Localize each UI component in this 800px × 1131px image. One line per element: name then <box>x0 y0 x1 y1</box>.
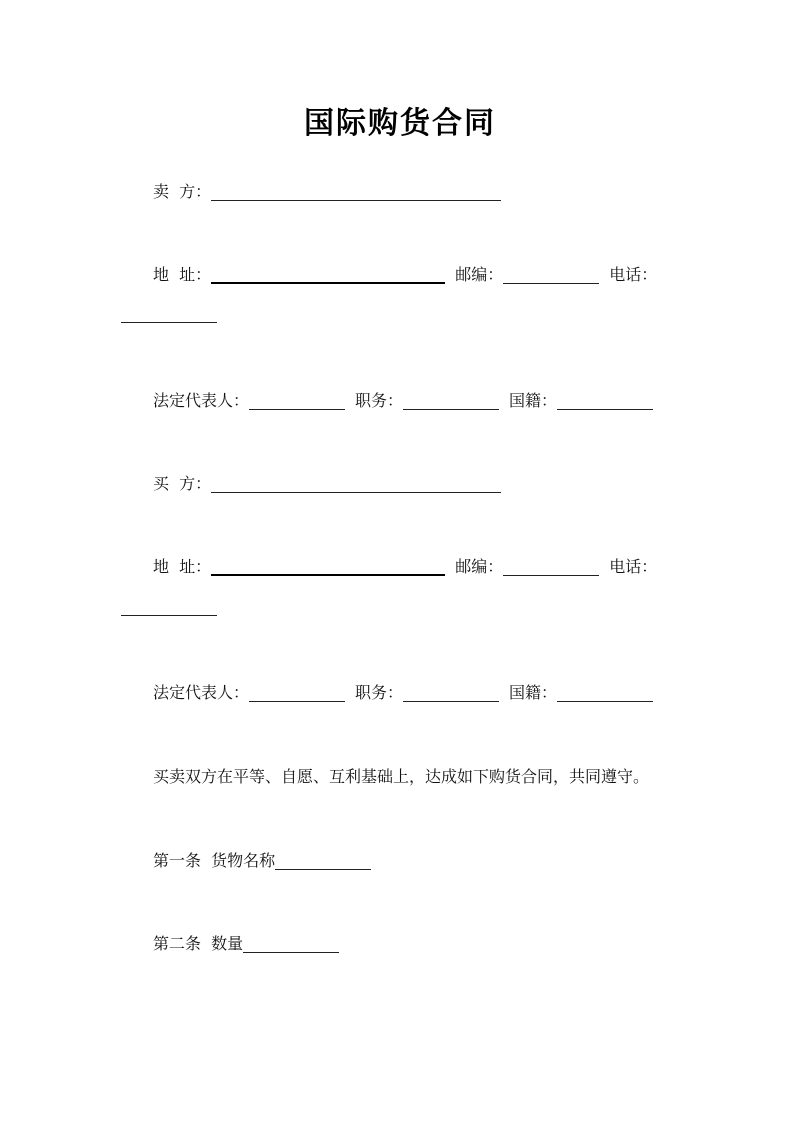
buyer-postcode-field[interactable] <box>503 575 599 576</box>
seller-nationality-label: 国籍： <box>509 391 558 410</box>
buyer-row <box>153 472 501 496</box>
buyer-phone-field[interactable] <box>121 615 217 616</box>
buyer-rep-label: 法定代表人： <box>153 683 250 702</box>
seller-position-field[interactable] <box>403 409 499 410</box>
seller-rep-label: 法定代表人： <box>153 391 250 410</box>
buyer-address-row <box>153 555 657 579</box>
article-1-field[interactable] <box>275 869 371 870</box>
buyer-address-label: 地 址： <box>153 557 212 576</box>
seller-phone-field[interactable] <box>121 322 217 323</box>
buyer-position-field[interactable] <box>403 701 499 702</box>
seller-address-row <box>153 263 657 287</box>
seller-postcode-label: 邮编： <box>455 265 504 284</box>
buyer-rep-field[interactable] <box>249 701 345 702</box>
buyer-rep-row <box>153 681 653 705</box>
seller-address-field[interactable] <box>211 282 445 284</box>
buyer-postcode-label: 邮编： <box>455 557 504 576</box>
seller-phone-label: 电话： <box>609 265 658 284</box>
seller-position-label: 职务： <box>355 391 404 410</box>
seller-nationality-field[interactable] <box>557 409 653 410</box>
seller-address-label: 地 址： <box>153 265 212 284</box>
buyer-nationality-field[interactable] <box>557 701 653 702</box>
buyer-address-field[interactable] <box>211 574 445 576</box>
seller-postcode-field[interactable] <box>503 283 599 284</box>
buyer-nationality-label: 国籍： <box>509 683 558 702</box>
article-1-row <box>153 849 371 873</box>
buyer-label: 买 方： <box>153 474 212 493</box>
seller-rep-row <box>153 389 653 413</box>
article-2-row <box>153 932 339 956</box>
article-2-field[interactable] <box>243 952 339 953</box>
buyer-name-field[interactable] <box>211 492 501 493</box>
seller-name-field[interactable] <box>211 200 501 201</box>
seller-row <box>153 180 501 204</box>
page-title: 国际购货合同 <box>304 106 496 141</box>
buyer-position-label: 职务： <box>355 683 404 702</box>
article-1-label: 第一条 货物名称 <box>153 851 276 870</box>
preamble-text: 买卖双方在平等、自愿、互利基础上，达成如下购货合同，共同遵守。 <box>153 767 650 786</box>
seller-rep-field[interactable] <box>249 409 345 410</box>
buyer-phone-label: 电话： <box>609 557 658 576</box>
seller-label: 卖 方： <box>153 182 212 201</box>
article-2-label: 第二条 数量 <box>153 934 244 953</box>
